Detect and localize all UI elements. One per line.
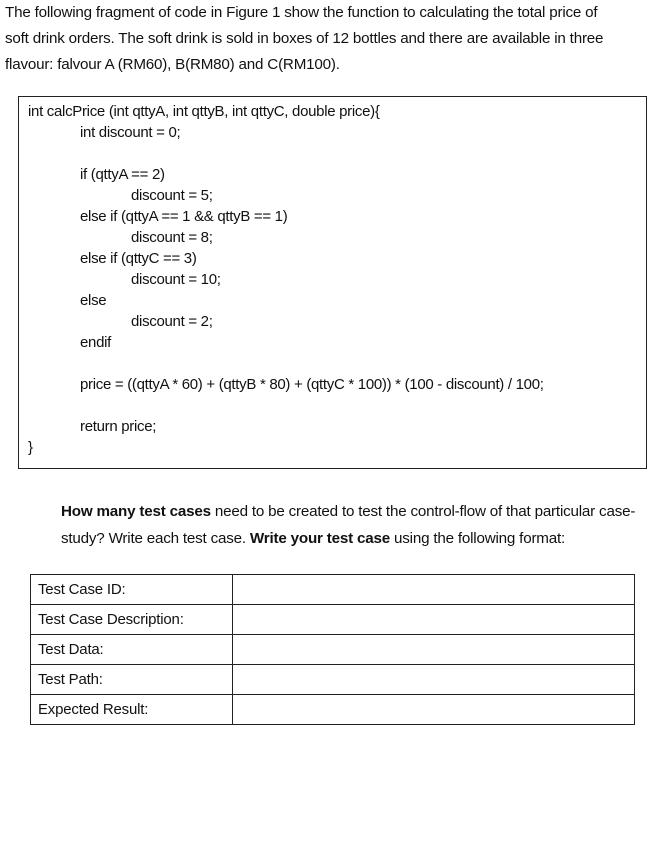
code-line: int discount = 0; (80, 124, 181, 141)
code-line: discount = 10; (131, 271, 221, 288)
question-text: using the following format: (389, 530, 566, 547)
intro-paragraph (5, 0, 655, 78)
row-label: Expected Result: (31, 695, 233, 725)
code-line: if (qttyA == 2) (80, 166, 165, 183)
code-line: return price; (80, 418, 157, 435)
code-line: discount = 2; (131, 313, 213, 330)
intro-line: soft drink orders. The soft drink is sold in boxes of 12 bottles and there are available in three (5, 30, 604, 47)
code-line: discount = 8; (131, 229, 213, 246)
row-value-cell[interactable] (233, 605, 635, 635)
table-row (31, 605, 635, 635)
row-label: Test Case ID: (31, 575, 233, 605)
code-line: discount = 5; (131, 187, 213, 204)
code-line: } (28, 439, 33, 456)
code-line: price = ((qttyA * 60) + (qttyB * 80) + (qttyC * 100)) * (100 - discount) / 100; (80, 376, 544, 393)
row-value-cell[interactable] (233, 665, 635, 695)
table-row (31, 575, 635, 605)
code-line: else if (qttyC == 3) (80, 250, 197, 267)
code-figure (18, 96, 647, 469)
table-row (31, 695, 635, 725)
row-label: Test Case Description: (31, 605, 233, 635)
row-value-cell[interactable] (233, 635, 635, 665)
code-line: int calcPrice (int qttyA, int qttyB, int qttyC, double price){ (28, 103, 380, 120)
question-text: need to be created to test the control-flow of that particular case-study? Write each test case. (61, 503, 636, 547)
row-value-cell[interactable] (233, 695, 635, 725)
row-label: Test Data: (31, 635, 233, 665)
test-case-table (30, 574, 635, 725)
code-line: else if (qttyA == 1 && qttyB == 1) (80, 208, 288, 225)
row-label: Test Path: (31, 665, 233, 695)
table-row (31, 635, 635, 665)
code-line: else (80, 292, 107, 309)
question-paragraph (61, 498, 641, 552)
intro-line: flavour: falvour A (RM60), B(RM80) and C(RM100). (5, 56, 340, 73)
code-line: endif (80, 334, 112, 351)
row-value-cell[interactable] (233, 575, 635, 605)
question-bold: Write your test case (249, 530, 390, 547)
table-row (31, 665, 635, 695)
question-bold: How many test cases (61, 503, 211, 520)
intro-line: The following fragment of code in Figure 1 show the function to calculating the total price of (5, 4, 598, 21)
